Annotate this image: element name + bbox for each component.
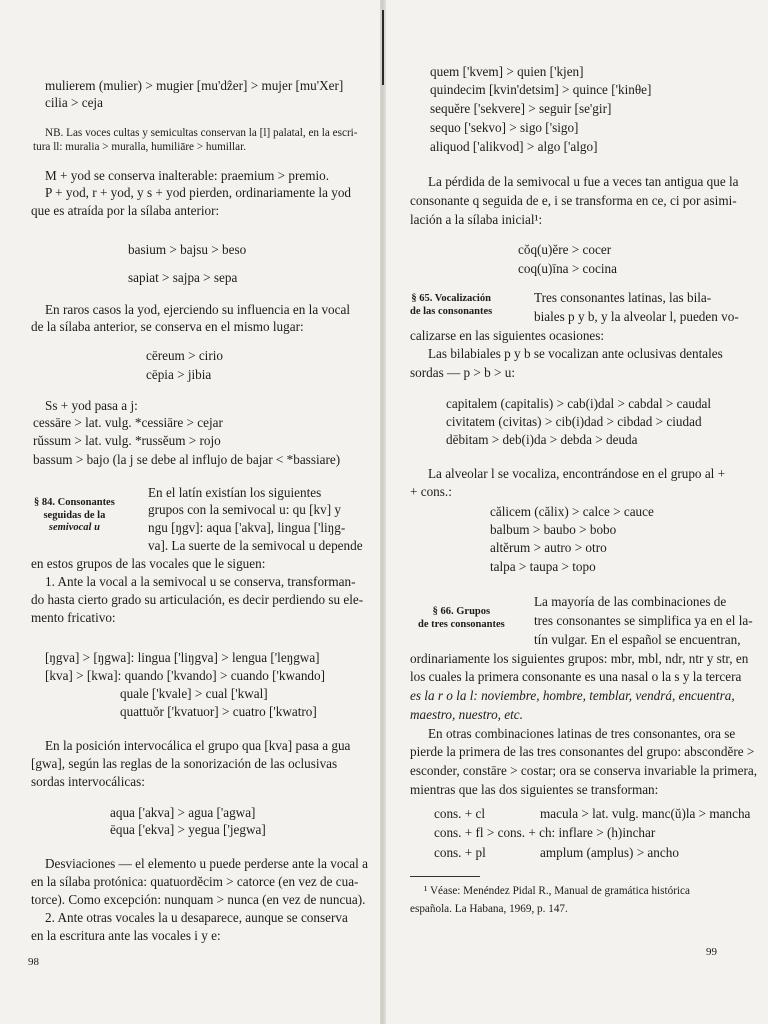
section-heading-line: § 66. Grupos (432, 606, 491, 617)
footnote-line: española. La Habana, 1969, p. 147. (410, 903, 568, 915)
left-page (0, 0, 380, 1024)
example-line: capitalem (capitalis) > cab(i)dal > cabdal > caudal (446, 396, 712, 411)
example-line: quale ['kvale] > cual ['kwal] (120, 686, 268, 701)
text-line: maestro, nuestro, etc. (410, 707, 523, 722)
text-line: tres consonantes se simplifica ya en el la- (534, 613, 753, 628)
text-line: Tres consonantes latinas, las bila- (534, 290, 712, 305)
example-line: rŭssum > lat. vulg. *russĕum > rojo (33, 433, 221, 448)
text-line: lación a la sílaba inicial¹: (410, 212, 543, 227)
example-line: amplum (amplus) > ancho (540, 845, 679, 860)
text-line: Ss + yod pasa a j: (45, 398, 138, 413)
text-line: mientras que las dos siguientes se transforman: (410, 782, 659, 797)
text-line: 1. Ante la vocal a la semivocal u se conserva, transforman- (45, 574, 356, 589)
text-line: esconder, constāre > costar; ora se conserva invariable la primera, (410, 763, 758, 778)
example-line: quindecim [kvin'detsim] > quince ['kinθe] (430, 82, 652, 97)
section-heading-line: semivocal u (48, 522, 100, 533)
text-line: mento fricativo: (31, 610, 116, 625)
example-line: [ŋgva] > [ŋgwa]: lingua ['liŋgva] > lengua ['leŋgwa] (45, 650, 320, 665)
example-line: sapiat > sajpa > sepa (128, 270, 238, 285)
example-line: sequo ['sekvo] > sigo ['sigo] (430, 120, 579, 135)
example-line: [kva] > [kwa]: quando ['kvando] > cuando ['kwando] (45, 668, 325, 683)
page-number: 98 (28, 956, 39, 968)
section-heading-line: de las consonantes (410, 305, 493, 317)
section-heading-84 (34, 497, 115, 535)
text-line: torce). Como excepción: nunquam > nunca (en vez de nuncua). (31, 892, 366, 907)
note-line: tura ll: muralia > muralla, humiliāre > humillar. (33, 141, 247, 153)
text-line: calizarse en las siguientes ocasiones: (410, 328, 605, 343)
text-line: pierde la primera de las tres consonantes del grupo: abscondĕre > (410, 744, 755, 759)
text-line: en la escritura ante las vocales i y e: (31, 928, 221, 943)
text-line: M + yod se conserva inalterable: praemium > premio. (45, 168, 330, 183)
book-gutter (380, 0, 386, 1024)
text-line: La alveolar l se vocaliza, encontrándose en el grupo al + (428, 466, 726, 481)
text-line: [gwa], según las reglas de la sonorización de las oclusivas (31, 756, 338, 771)
example-line: bassum > bajo (la j se debe al influjo de bajar < *bassiare) (33, 452, 341, 467)
example-line: cons. + cl (434, 806, 486, 821)
text-line: en la sílaba protónica: quatuordĕcim > catorce (en vez de cua- (31, 874, 359, 889)
section-heading-65 (410, 293, 492, 318)
example-line: macula > lat. vulg. manc(ŭ)la > mancha (540, 806, 751, 821)
example-line: dēbitam > deb(i)da > debda > deuda (446, 432, 638, 447)
example-line: cons. + fl > cons. + ch: inflare > (h)inchar (434, 825, 656, 840)
section-heading-line: de tres consonantes (418, 618, 505, 630)
text-line: En el latín existían los siguientes (148, 485, 322, 500)
text-line: sordas intervocálicas: (31, 774, 145, 789)
footnote-rule (410, 876, 480, 877)
text-line: En raros casos la yod, ejerciendo su influencia en la vocal (45, 302, 351, 317)
text-line: que es atraída por la sílaba anterior: (31, 203, 220, 218)
text-line: La mayoría de las combinaciones de (534, 594, 727, 609)
text-line: tín vulgar. En el español se encuentran, (534, 632, 741, 647)
footnote-line: ¹ Véase: Menéndez Pidal R., Manual de gramática histórica (424, 885, 690, 897)
example-line: călicem (călix) > calce > cauce (490, 504, 654, 519)
example-line: cessāre > lat. vulg. *cessiāre > cejar (33, 415, 223, 430)
text-line: es la r o la l: noviembre, hombre, temblar, vendrá, encuentra, (410, 688, 735, 703)
section-heading-line: § 65. Vocalización (411, 293, 491, 304)
text-line: En la posición intervocálica el grupo qua [kva] pasa a gua (45, 738, 351, 753)
text-line: mulierem (mulier) > mugier [mu'dẑer] > mujer [mu'Xer] (45, 78, 344, 93)
text-line: P + yod, r + yod, y s + yod pierden, ordinariamente la yod (45, 185, 352, 200)
note-line: NB. Las voces cultas y semicultas conservan la [l] palatal, en la escri- (45, 127, 358, 139)
example-line: cŏq(u)ĕre > cocer (518, 242, 612, 257)
example-line: altĕrum > autro > otro (490, 540, 607, 555)
text-line: ngu [ŋgv]: aqua ['akva], lingua ['liŋg- (148, 520, 346, 535)
text-line: cilia > ceja (45, 95, 103, 110)
section-heading-line: § 84. Consonantes (34, 497, 115, 508)
example-line: civitatem (civitas) > cib(i)dad > cibdad > ciudad (446, 414, 702, 429)
text-line: grupos con la semivocal u: qu [kv] y (148, 502, 342, 517)
example-line: aqua ['akva] > agua ['agwa] (110, 805, 256, 820)
text-line: La pérdida de la semivocal u fue a veces tan antigua que la (428, 174, 739, 189)
text-line: en estos grupos de las vocales que le siguen: (31, 556, 266, 571)
text-line: do hasta cierto grado su articulación, es decir perdiendo su ele- (31, 592, 364, 607)
text-line: de la sílaba anterior, se conserva en el mismo lugar: (31, 319, 304, 334)
example-line: balbum > baubo > bobo (490, 522, 617, 537)
example-line: basium > bajsu > beso (128, 242, 247, 257)
text-line: + cons.: (410, 484, 452, 499)
example-line: coq(u)īna > cocina (518, 261, 617, 276)
example-line: aliquod ['alikvod] > algo ['algo] (430, 139, 598, 154)
example-line: cons. + pl (434, 845, 486, 860)
page-number: 99 (706, 946, 717, 958)
example-line: ēqua ['ekva] > yegua ['jegwa] (110, 822, 266, 837)
right-page (388, 0, 768, 1024)
text-line: va]. La suerte de la semivocal u depende (148, 538, 363, 553)
gutter-mark (382, 10, 384, 85)
text-line: consonante q seguida de e, i se transforma en ce, ci por asimi- (410, 193, 737, 208)
text-line: sordas — p > b > u: (410, 365, 515, 380)
example-line: quattuŏr ['kvatuor] > cuatro ['kwatro] (120, 704, 317, 719)
example-line: cēreum > cirio (146, 348, 224, 363)
example-line: talpa > taupa > topo (490, 559, 596, 574)
section-heading-line: seguidas de la (43, 509, 106, 521)
text-line: Desviaciones — el elemento u puede perderse ante la vocal a (45, 856, 368, 871)
section-heading-66 (418, 606, 505, 631)
text-line: los cuales la primera consonante es una nasal o la s y la tercera (410, 669, 742, 684)
text-line: 2. Ante otras vocales la u desaparece, aunque se conserva (45, 910, 348, 925)
example-line: quem ['kvem] > quien ['kjen] (430, 64, 584, 79)
text-line: En otras combinaciones latinas de tres consonantes, ora se (428, 726, 736, 741)
example-line: cēpia > jibia (146, 367, 212, 382)
example-line: sequĕre ['sekvere] > seguir [se'gir] (430, 101, 612, 116)
text-line: ordinariamente los siguientes grupos: mbr, mbl, ndr, ntr y str, en (410, 651, 749, 666)
text-line: Las bilabiales p y b se vocalizan ante oclusivas dentales (428, 346, 723, 361)
text-line: biales p y b, y la alveolar l, pueden vo- (534, 309, 739, 324)
